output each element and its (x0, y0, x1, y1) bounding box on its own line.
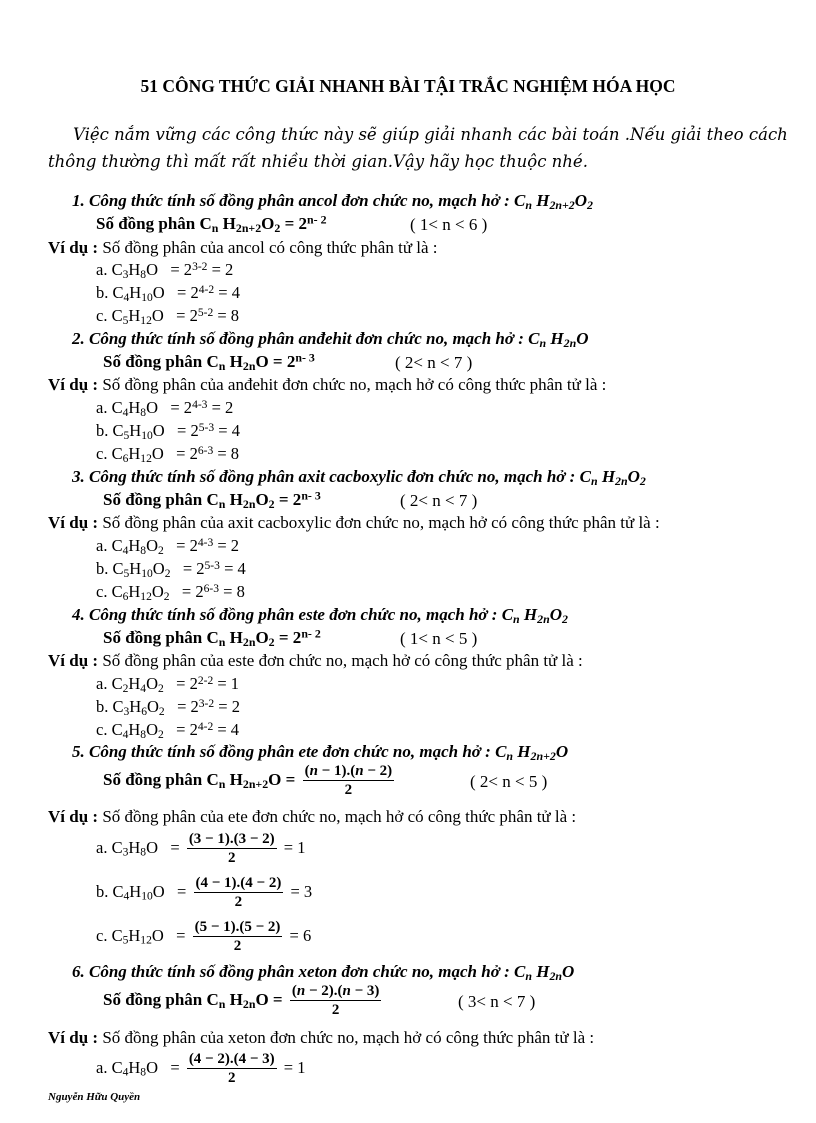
section-2-condition: ( 2< n < 7 ) (395, 353, 473, 372)
section-5-item-a: a. $C_3H_8O$ = $\frac{(3 - 1).(3 - 2)}{2}$ = 1 (96, 831, 306, 866)
section-5-item-b: b. $C_4H_{10}O$ = $\frac{(4 - 1).(4 - 2)}{2}$ = 3 (96, 875, 313, 910)
section-5-formula: Số đồng phân $C_n$ $H_{2n+2}O$ = $\frac{(n - 1).(n - 2)}{2}$ (103, 763, 393, 798)
section-4-heading: 4. Công thức tính số đồng phân este đơn chức no, mạch hở : $C_n$ $H_{2n}O_2$ (72, 605, 568, 626)
page-title: 51 CÔNG THỨC GIẢI NHANH BÀI TẬI TRẮC NGHIỆM HÓA HỌC (140, 76, 676, 96)
section-4-item-c: c. $C_4H_8O_2 = 2^{4-2} = 4$ (96, 720, 240, 741)
section-3-item-b: b. $C_5H_{10}O_2 = 2^{5-3} = 4$ (96, 559, 246, 580)
section-2-formula: Số đồng phân $C_n$ $H_{2n}O = 2^{n- 3}$ (103, 350, 315, 373)
author-footer: Nguyễn Hữu Quyền (48, 1091, 141, 1103)
section-3-heading: 3. Công thức tính số đồng phân axit cacboxylic đơn chức no, mạch hở : $C_n$ $H_{2n}O_2$ (72, 467, 646, 488)
section-4-example: Ví dụ : Số đồng phân của este đơn chức no, mạch hở có công thức phân tử là : (48, 651, 583, 670)
section-2-item-b: b. $C_5H_{10}O = 2^{5-3} = 4$ (96, 421, 240, 442)
section-3-formula: Số đồng phân $C_n$ $H_{2n}O_2 = 2^{n- 3}$ (103, 488, 321, 511)
section-3-item-a: a. $C_4H_8O_2 = 2^{4-3} = 2$ (96, 536, 240, 557)
section-1-example: Ví dụ : Số đồng phân của ancol có công thức phân tử là : (48, 238, 438, 257)
section-3-example: Ví dụ : Số đồng phân của axit cacboxylic đơn chức no, mạch hở có công thức phân tử là : (48, 513, 660, 532)
section-1-item-c: c. $C_5H_{12}O = 2^{5-2} = 8$ (96, 306, 240, 327)
section-4-condition: ( 1< n < 5 ) (400, 629, 478, 648)
section-6-formula: Số đồng phân $C_n$ $H_{2n}O$ = $\frac{(n - 2).(n - 3)}{2}$ (103, 983, 380, 1018)
section-4-item-b: b. $C_3H_6O_2 = 2^{3-2} = 2$ (96, 697, 240, 718)
section-5-heading: 5. Công thức tính số đồng phân ete đơn chức no, mạch hở : $C_n$ $H_{2n+2}O$ (72, 742, 569, 763)
section-6-fraction: $\frac{(n - 2).(n - 3)}{2}$ (291, 983, 380, 1018)
section-5-fraction: $\frac{(n - 1).(n - 2)}{2}$ (304, 763, 393, 798)
section-2-example: Ví dụ : Số đồng phân của anđehit đơn chức no, mạch hở có công thức phân tử là : (48, 375, 607, 394)
section-1-item-b: b. $C_4H_{10}O = 2^{4-2} = 4$ (96, 283, 240, 304)
section-6-item-a: a. $C_4H_8O$ = $\frac{(4 - 2).(4 - 3)}{2}$ = 1 (96, 1051, 306, 1086)
section-1-heading: 1. Công thức tính số đồng phân ancol đơn chức no, mạch hở : $C_n$ $H_{2n+2}O_2$ (72, 191, 593, 212)
section-1-condition: ( 1< n < 6 ) (410, 215, 488, 234)
section-1-item-a: a. $C_3H_8O = 2^{3-2} = 2$ (96, 260, 234, 281)
section-5-example: Ví dụ : Số đồng phân của ete đơn chức no, mạch hở có công thức phân tử là : (48, 807, 577, 826)
section-3-condition: ( 2< n < 7 ) (400, 491, 478, 510)
section-2-item-c: c. $C_6H_{12}O = 2^{6-3} = 8$ (96, 444, 240, 465)
section-2-item-a: a. $C_4H_8O = 2^{4-3} = 2$ (96, 398, 234, 419)
section-2-heading: 2. Công thức tính số đồng phân anđehit đơn chức no, mạch hở : $C_n$ $H_{2n}O$ (72, 329, 589, 350)
section-4-formula: Số đồng phân $C_n$ $H_{2n}O_2 = 2^{n- 2}$ (103, 626, 321, 649)
section-5-item-c: c. $C_5H_{12}O$ = $\frac{(5 - 1).(5 - 2)}{2}$ = 6 (96, 919, 312, 954)
section-6-condition: ( 3< n < 7 ) (458, 992, 536, 1011)
section-6-example: Ví dụ : Số đồng phân của xeton đơn chức no, mạch hở có công thức phân tử là : (48, 1028, 595, 1047)
section-3-item-c: c. $C_6H_{12}O_2 = 2^{6-3} = 8$ (96, 582, 245, 603)
section-4-item-a: a. $C_2H_4O_2 = 2^{2-2} = 1$ (96, 674, 240, 695)
section-6-heading: 6. Công thức tính số đồng phân xeton đơn chức no, mạch hở : $C_n$ $H_{2n}O$ (72, 962, 575, 983)
section-1-formula: Số đồng phân $C_n$ $H_{2n+2}O_2 = 2^{n- 2}$ (96, 212, 327, 235)
intro-paragraph: Việc nắm vững các công thức này sẽ giúp giải nhanh các bài toán .Nếu giải theo cách thông thường thì mất rất nhiều thời gian.Vậy hãy học thuộc nhé. (48, 125, 788, 171)
section-5-condition: ( 2< n < 5 ) (470, 772, 548, 791)
